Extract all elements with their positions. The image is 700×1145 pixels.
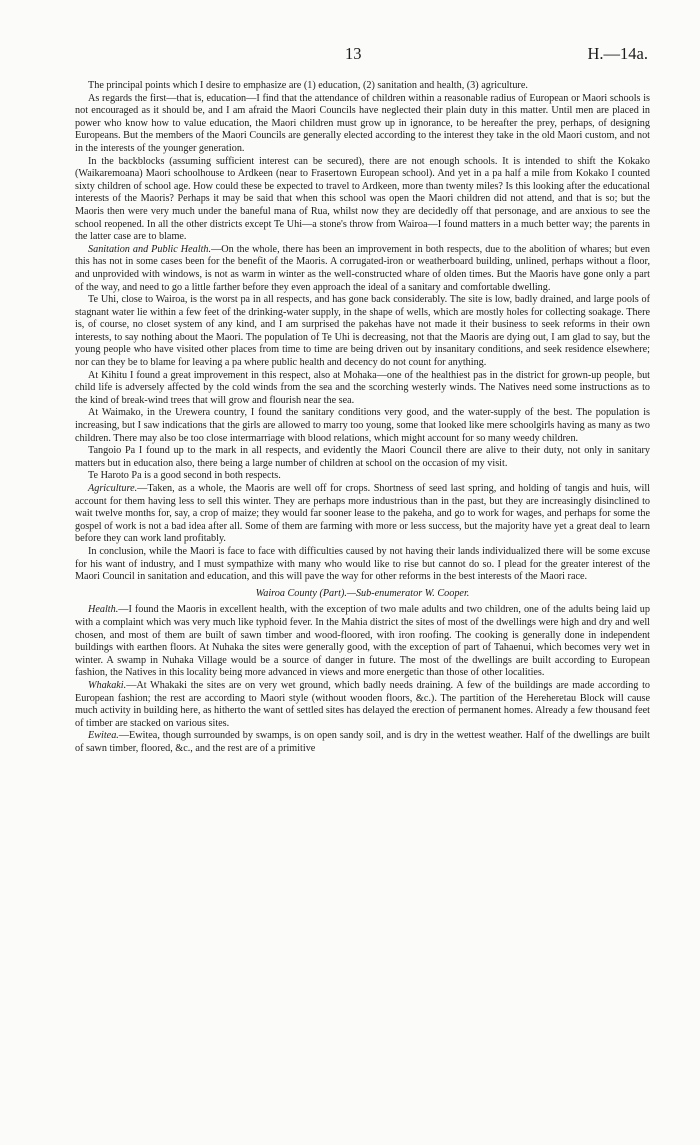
page-number: 13 <box>345 44 362 63</box>
paragraph-lead: Whakaki. <box>88 679 127 691</box>
paragraph-lead: Agriculture. <box>88 483 138 494</box>
document-body <box>75 80 650 755</box>
paragraph: Ewitea.—Ewitea, though surrounded by swamps, is on open sandy soil, and is dry in the wettest weather. Half of the dwellings are built of sawn timber, floored, &c., and the rest are of a primitive <box>75 730 650 754</box>
paragraph: At Waimako, in the Urewera country, I found the sanitary conditions very good, and the water-supply of the best. The population is increasing, but I saw indications that the girls are allowed to marry too young, some that looked like mere schoolgirls having as many as two children. There may also be too close intermarriage with blood relations, which might account for so many weedy children. <box>75 407 650 444</box>
paragraph: Whakaki.—At Whakaki the sites are on very wet ground, which badly needs draining. A few of the buildings are made according to European fashion; the rest are according to Maori style (without wooden floors, &c.). The partition of the Hereheretau Block will cause much activity in building here, as hitherto the want of settled sites has delayed the erection of permanent homes. Already a few thousand feet of timber are stacked on various sites. <box>75 679 650 729</box>
paragraph: Health.—I found the Maoris in excellent health, with the exception of two male adults and two children, one of the adults being laid up with a complaint which was very much like typhoid fever. In the Mahia district the sites of most of the dwellings were high and dry and well chosen, and most of them are built of sawn timber and wood-floored, with iron roofing. The cooking is generally done in independent buildings with earthen floors. At Nuhaka the sites were generally good, with the exception of part of Tahaenui, which becomes very wet in winter. A swamp in Nuhaka Village would be a source of danger in future. The most of the dwellings are built according to European fashion, the Natives in this locality being more advanced in views and more energetic than those of other localities. <box>75 604 650 679</box>
paragraph: At Kihitu I found a great improvement in this respect, also at Mohaka—one of the healthiest pas in the district for grown-up people, but child life is adversely affected by the cold winds from the sea and the scorching westerly winds. The Natives need some instructions as to the kind of break-wind trees that will grow and flourish near the sea. <box>75 369 650 406</box>
paragraph: Tangoio Pa I found up to the mark in all respects, and evidently the Maori Council there are alive to their duty, not only in sanitary matters but in education also, there being a large number of children at school on the occasion of my visit. <box>75 445 650 469</box>
section-heading: Wairoa County (Part).—Sub-enumerator W. Cooper. <box>255 587 470 599</box>
paragraph: The principal points which I desire to emphasize are (1) education, (2) sanitation and health, (3) agriculture. <box>88 80 528 91</box>
paragraph: Agriculture.—Taken, as a whole, the Maoris are well off for crops. Shortness of seed last spring, and holding of tangis and huis, will account for them having less to sell this winter. They are perhaps more industrious than in the past, but they are increasingly disinclined to wait twelve months for, say, a crop of maize; they would far sooner lease to the pakeha, and go to work for wages, and perhaps for some the gospel of work is not a bad idea after all. Some of them are farming with more or less success, but the majority have yet a great deal to learn before they can work land profitably. <box>75 483 650 545</box>
paragraph: In conclusion, while the Maori is face to face with difficulties caused by not having their lands individualized there will be some excuse for his want of industry, and I must sympathize with many who would like to rise but cannot do so. I plead for the greater interest of the Maori Council in sanitation and education, and this will pave the way for other reforms in the best interests of the Maori race. <box>75 545 650 583</box>
paragraph-lead: Sanitation and Public Health. <box>88 243 212 255</box>
paragraph-lead: Health. <box>88 604 119 616</box>
paragraph: As regards the first—that is, education—I find that the attendance of children within a reasonable radius of European or Maori schools is not encouraged as it should be, and I am afraid the Maori Councils have neglected their plain duty in this matter. Until men are placed in power who know how to value education, the Maori children must grow up in ignorance, to be hereafter the prey, perhaps, of designing Europeans. But the members of the Maori Councils are generally elected according to the interest they take in the old Maori custom, and not in the interests of the younger generation. <box>75 92 650 154</box>
paragraph: Sanitation and Public Health.—On the whole, there has been an improvement in both respects, due to the abolition of whares; but even this has not in some cases been for the benefit of the Maoris. A corrugated-iron or weatherboard building, unlined, perhaps without a floor, and unprovided with windows, is not as warm in winter as the well-constructed whare of olden times. But the Maoris have gone only a part of the way, and need to go a little farther before they even approach the ideal of a sanitary and comfortable dwelling. <box>75 243 650 293</box>
paragraph: Te Haroto Pa is a good second in both respects. <box>88 470 281 482</box>
paragraph: Te Uhi, close to Wairoa, is the worst pa in all respects, and has gone back considerably. The site is low, badly drained, and large pools of stagnant water lie within a few feet of the drinking-water supply, in the shape of wells, which are mostly holes for collecting soakage. There is, of course, no closet system of any kind, and I am surprised the pakehas have not made it their business to seek reforms in their own interests, to say nothing about the Maori. The population of Te Uhi is decreasing, not that the Maoris are dying out, I am glad to say, but the young people who have visited other places from time to time are being driven out by insanitary conditions, and seek residence elsewhere; nor can they be to blame for leaving a pa where public health and decency do not count for anything. <box>75 294 650 369</box>
page-header <box>75 44 648 64</box>
paragraph-lead: Ewitea. <box>88 730 119 742</box>
paragraph: In the backblocks (assuming sufficient interest can be secured), there are not enough schools. It is intended to shift the Kokako (Waikaremoana) Maori schoolhouse to Ardkeen (near to Frasertown European school). And yet in a pa half a mile from Kokako I counted sixty children of school age. How could these be expected to travel to Ardkeen, more than twenty miles? Is this looking after the educational interests of the Maoris? Perhaps it may be said that when this school was open the Maori children did not attend, and that is so; but the Maoris then were very much under the baneful mana of Rua, whilst now they are decidedly off that personage, and are anxious to see the school reopened. In all the other districts except Te Uhi—a stone's throw from Wairoa—I found matters in a much better way; the parents in the latter case are to blame. <box>75 155 650 243</box>
document-reference: H.—14a. <box>587 44 648 63</box>
